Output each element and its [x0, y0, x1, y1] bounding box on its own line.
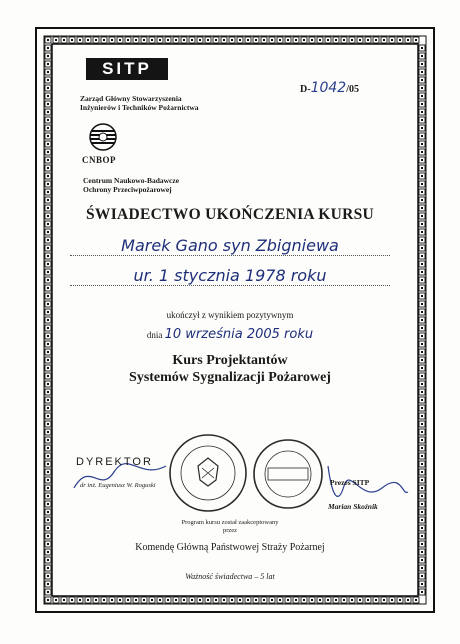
- dotted-line-2: [70, 285, 390, 286]
- holder-birth: ur. 1 stycznia 1978 roku: [133, 266, 327, 285]
- cnbop-full-name: [83, 176, 179, 194]
- course-line-2: Systemów Sygnalizacji Pożarowej: [129, 370, 331, 385]
- dotted-line-1: [70, 255, 390, 256]
- president-name: Marian Skoźnik: [328, 502, 378, 511]
- issuer-name: [80, 94, 199, 112]
- completion-text: ukończył z wynikiem pozytywnym: [166, 310, 294, 320]
- cnbop-emblem-icon: [86, 122, 120, 152]
- director-name: dr inż. Eugeniusz W. Roguski: [80, 482, 156, 489]
- sitp-logo: [86, 58, 168, 80]
- date-prefix: dnia: [146, 330, 163, 340]
- holder-name: Marek Gano syn Zbigniewa: [121, 236, 339, 255]
- document-number-suffix: /05: [346, 84, 359, 95]
- president-title: Prezes SITP: [330, 478, 370, 487]
- issuer-line-2: Inżynierów i Techników Pożarnictwa: [80, 103, 199, 112]
- certificate-title: ŚWIADECTWO UKOŃCZENIA KURSU: [85, 206, 374, 223]
- issuer-line-1: Zarząd Główny Stowarzyszenia: [80, 94, 182, 103]
- cnbop-name-line-2: Ochrony Przeciwpożarowej: [83, 185, 172, 194]
- cnbop-name-line-1: Centrum Naukowo-Badawcze: [83, 176, 180, 185]
- validity-note: Ważność świadectwa – 5 lat: [185, 572, 275, 581]
- document-number-prefix: D-: [300, 84, 311, 95]
- completion-date: [0, 327, 460, 342]
- document-number: [300, 80, 359, 96]
- approval-note: [150, 519, 310, 535]
- approving-authority: Komendę Główną Państwowej Straży Pożarnej: [135, 542, 325, 553]
- approval-line-2: przez: [222, 527, 238, 534]
- cnbop-label: CNBOP: [82, 155, 116, 165]
- official-stamps-icon: [160, 428, 340, 518]
- approval-line-1: Program kursu został zaakceptowany: [181, 519, 279, 526]
- director-title: DYREKTOR: [76, 456, 153, 468]
- logo-text: SITP: [102, 59, 152, 78]
- course-line-1: Kurs Projektantów: [172, 353, 288, 368]
- date-value: 10 września 2005 roku: [164, 327, 314, 342]
- document-number-value: 1042: [310, 80, 347, 96]
- course-name: [0, 352, 460, 386]
